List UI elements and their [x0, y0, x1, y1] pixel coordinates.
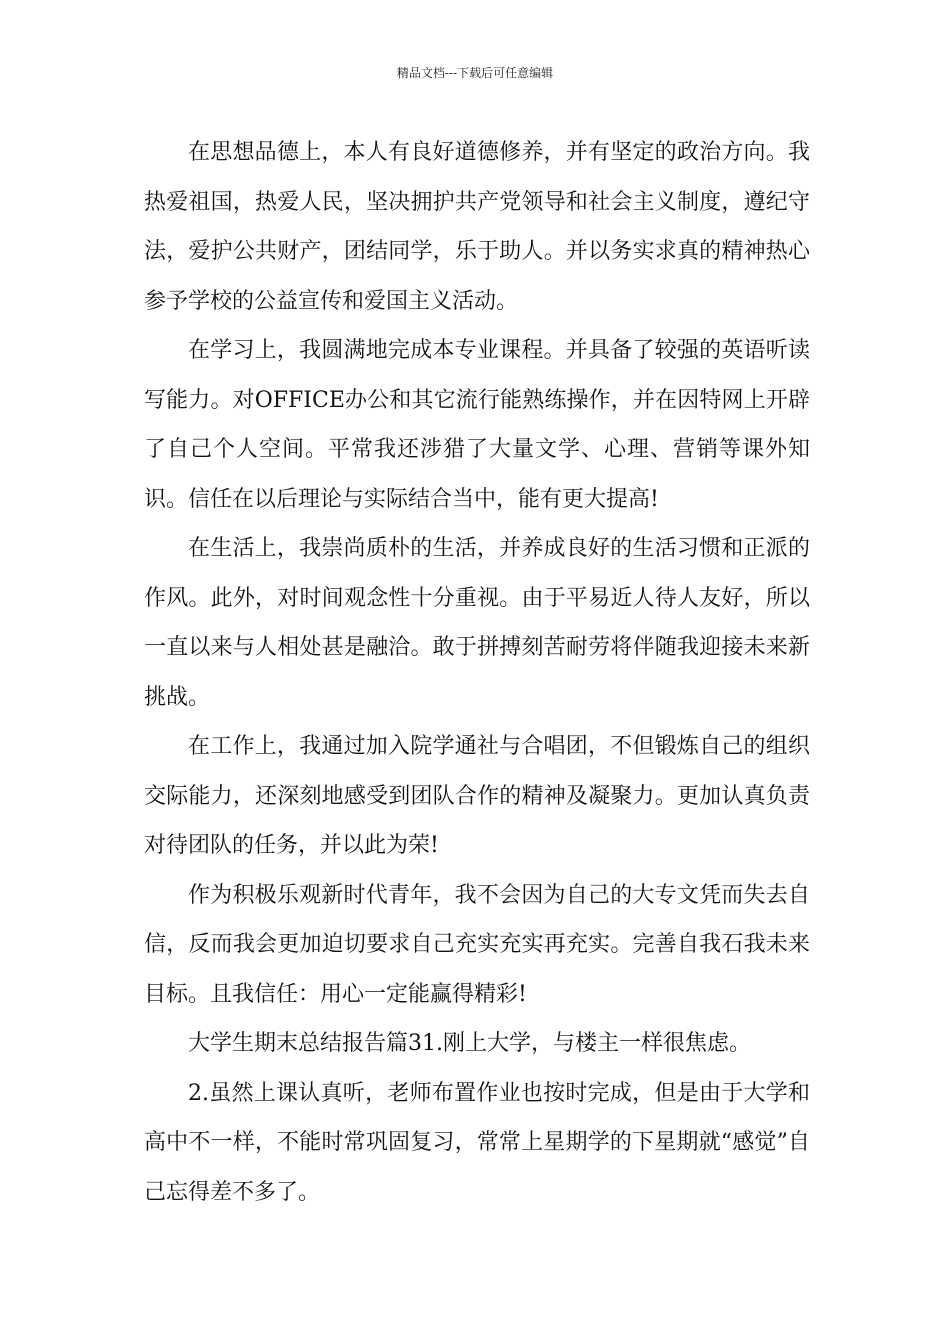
paragraph-work: 在工作上，我通过加入院学通社与合唱团，不但锻炼自己的组织交际能力，还深刻地感受到团队合作的精神及凝聚力。更加认真负责对待团队的任务，并以此为荣!: [144, 734, 810, 858]
paragraph-item-2: 2.虽然上课认真听，老师布置作业也按时完成，但是由于大学和高中不一样，不能时常巩固复习，常常上星期学的下星期就“感觉”自己忘得差不多了。: [144, 1080, 810, 1205]
page-header: 精品文档---下载后可任意编辑: [396, 66, 554, 80]
paragraph-report-title: 大学生期末总结报告篇31.刚上大学，与楼主一样很焦虑。: [188, 1031, 751, 1056]
paragraph-life: 在生活上，我崇尚质朴的生活，并养成良好的生活习惯和正派的作风。此外，对时间观念性十分重视。由于平易近人待人友好，所以一直以来与人相处甚是融洽。敢于拼搏刻苦耐劳将伴随我迎接未来新挑战。: [144, 536, 810, 710]
paragraph-moral: 在思想品德上，本人有良好道德修养，并有坚定的政治方向。我热爱祖国，热爱人民，坚决拥护共产党领导和社会主义制度，遵纪守法，爱护公共财产，团结同学，乐于助人。并以务实求真的精神热心参予学校的公益宣传和爱国主义活动。: [144, 140, 810, 314]
paragraph-outlook: 作为积极乐观新时代青年，我不会因为自己的大专文凭而失去自信，反而我会更加迫切要求自己充实充实再充实。完善自我石我未来目标。且我信任：用心一定能赢得精彩!: [144, 882, 810, 1007]
paragraph-study: 在学习上，我圆满地完成本专业课程。并具备了较强的英语听读写能力。对OFFICE办公和其它流行能熟练操作，并在因特网上开辟了自己个人空间。平常我还涉猎了大量文学、心理、营销等课外知识。信任在以后理论与实际结合当中，能有更大提高!: [144, 338, 810, 512]
document-body: [144, 128, 810, 1217]
